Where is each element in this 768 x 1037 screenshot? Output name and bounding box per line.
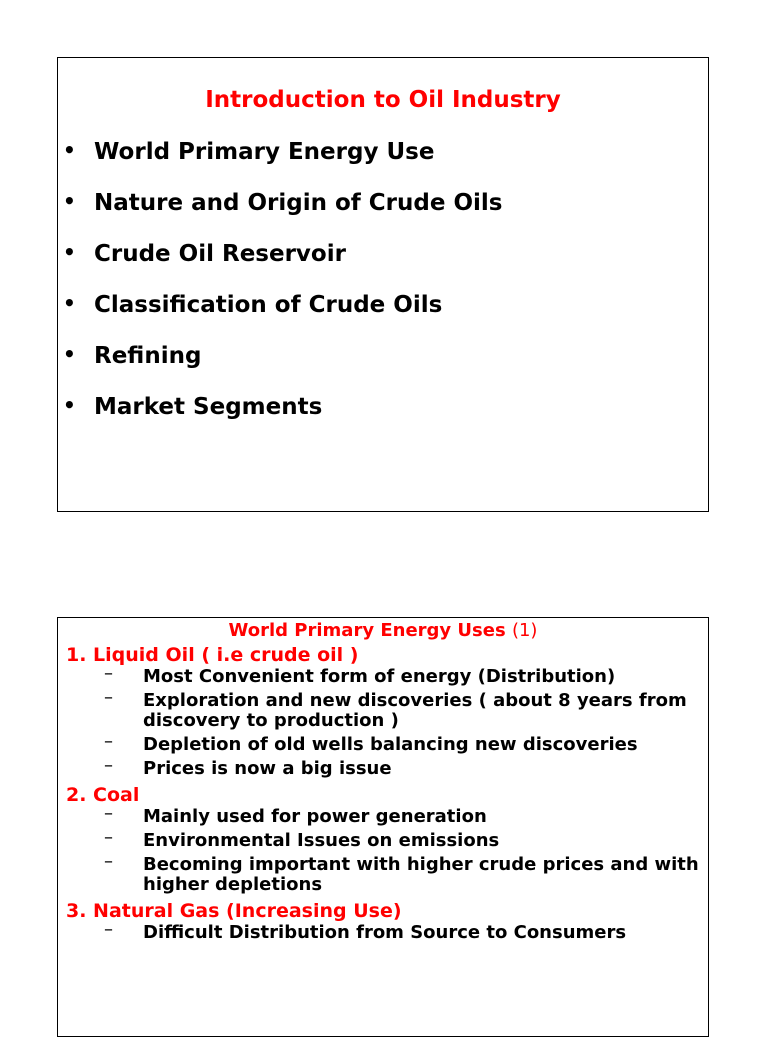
section-heading-liquid-oil: 1. Liquid Oil ( i.e crude oil ) <box>66 644 359 666</box>
dash-icon: – <box>104 755 113 776</box>
item-text: Depletion of old wells balancing new discoveries <box>143 734 638 755</box>
list-item <box>66 851 704 895</box>
list-item <box>66 731 704 755</box>
list-item <box>66 803 704 827</box>
dash-icon: – <box>104 803 113 824</box>
dash-icon: – <box>104 827 113 848</box>
slide-title-text: World Primary Energy Uses <box>228 620 506 641</box>
topic-label: Nature and Origin of Crude Oils <box>94 190 503 216</box>
dash-icon: – <box>104 687 113 708</box>
item-text: Most Convenient form of energy (Distribution) <box>143 666 616 687</box>
slide-energy-uses <box>57 617 709 1037</box>
bullet-icon: • <box>63 393 76 417</box>
item-text: Mainly used for power generation <box>143 806 487 827</box>
list-item <box>66 755 704 779</box>
dash-icon: – <box>104 919 113 940</box>
item-text: Becoming important with higher crude prices and with higher depletions <box>143 854 699 895</box>
list-item <box>66 919 704 943</box>
item-text: Exploration and new discoveries ( about 8 years from discovery to production ) <box>143 690 687 731</box>
slide-title-count: (1) <box>511 620 538 641</box>
slide-body <box>66 643 704 947</box>
topic-label: Classification of Crude Oils <box>94 292 443 318</box>
list-item <box>66 687 704 731</box>
list-item <box>66 663 704 687</box>
slide-introduction <box>57 57 709 512</box>
topic-label: Refining <box>94 343 202 369</box>
slide-title: Introduction to Oil Industry <box>205 87 561 113</box>
bullet-icon: • <box>63 138 76 162</box>
section-heading-coal: 2. Coal <box>66 784 140 806</box>
bullet-icon: • <box>63 291 76 315</box>
list-item <box>66 827 704 851</box>
dash-icon: – <box>104 851 113 872</box>
topic-label: World Primary Energy Use <box>94 139 435 165</box>
item-text: Prices is now a big issue <box>143 758 392 779</box>
dash-icon: – <box>104 731 113 752</box>
topic-label: Crude Oil Reservoir <box>94 241 346 267</box>
item-text: Difficult Distribution from Source to Consumers <box>143 922 627 943</box>
bullet-icon: • <box>63 342 76 366</box>
slide-title <box>58 620 708 642</box>
section-heading-natural-gas: 3. Natural Gas (Increasing Use) <box>66 900 402 922</box>
bullet-icon: • <box>63 189 76 213</box>
bullet-icon: • <box>63 240 76 264</box>
dash-icon: – <box>104 663 113 684</box>
topic-label: Market Segments <box>94 394 323 420</box>
item-text: Environmental Issues on emissions <box>143 830 500 851</box>
